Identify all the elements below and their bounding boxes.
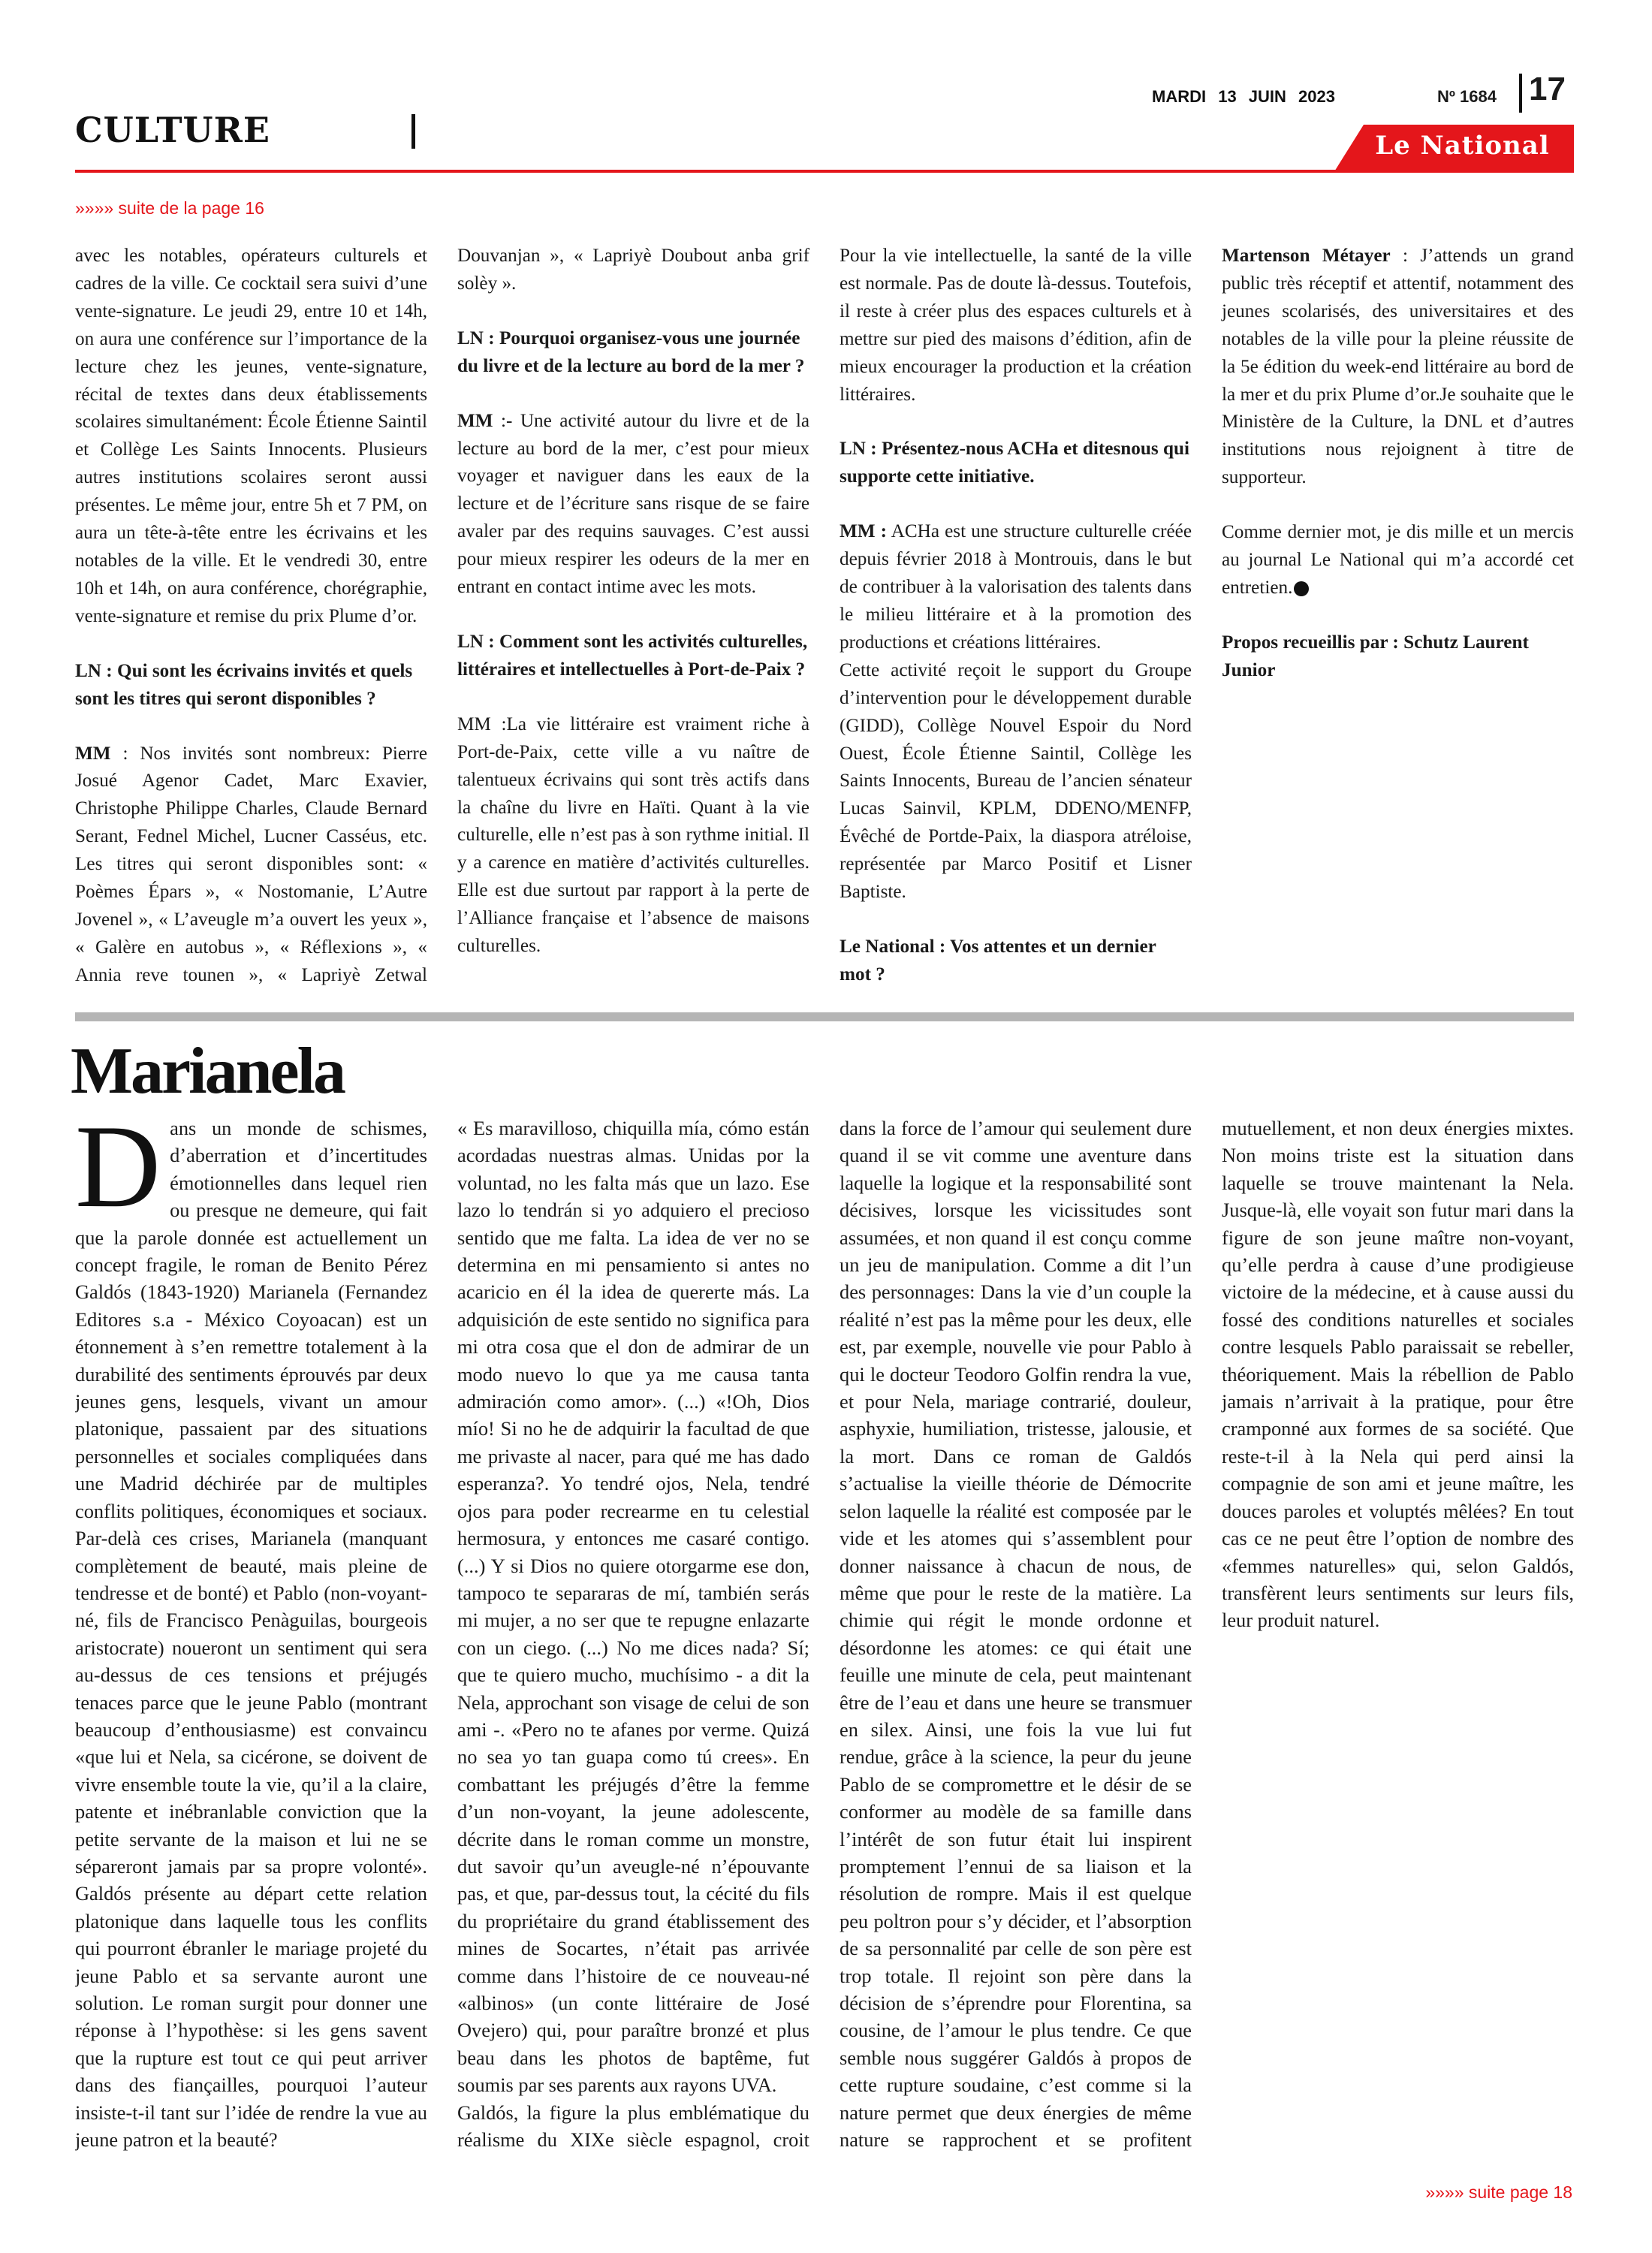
speaker-label: Martenson Métayer	[1222, 246, 1391, 266]
drop-cap: D	[75, 1114, 161, 1232]
interview-answer: Pour la vie intellectuelle, la santé de la ville est normale. Pas de doute là-dessus. Toutefois, il reste à créer plus des espaces culturels et à mettre sur pied des maisons d’édition, afin de mieux encourager la production et la création littéraires.	[840, 246, 1192, 405]
masthead: Le National	[1375, 131, 1550, 161]
interview-question: Le National : Vos attentes et un dernier mot ?	[840, 936, 1156, 985]
closing-text: Comme dernier mot, je dis mille et un mercis au journal Le National qui m’a accordé cet entretien.	[1222, 522, 1574, 598]
continued-from: »»»» suite de la page 16	[75, 198, 264, 218]
interview-question: LN : Comment sont les activités culturelles, littéraires et intellectuelles à Port-de-Paix ?	[457, 631, 808, 680]
page-number: 17	[1529, 71, 1566, 107]
speaker-label: MM	[75, 743, 111, 764]
section-divider	[411, 114, 415, 149]
article-paragraph: Galdós, la figure la plus emblématique du réalisme du XIXe siècle espagnol, croit dans la force de l’amour qui seulement dure quand il se vit comme une aventure dans laquelle la logique et la responsabilité sont décisives, lorsque les vicissitudes sont assumées, et non quand il est conçu comme un jeu de manipulation. Comme a dit l’un des personnages: Dans la vie d’un couple la réalité n’est pas la même pour les deux, elle est, par exemple, nouvelle vie pour Pablo à qui le docteur Teodoro Golfin rendra la vue, et pour Nela, mariage contrarié, douleur, asphyxie, humiliation, tristesse, jalousie, et la mort. Dans ce roman de Galdós s’actualise la vieille théorie de Démocrite selon laquelle la réalité est composée par le vide et les atomes qui s’assemblent pour donner naissance à chacun de nous, de même que pour le reste de la matière. La chimie qui régit le monde ordonne et désordonne les atomes: ce qui était une feuille une minute de cela, peut maintenant être de l’eau et dans une heure se transmuer en silex. Ainsi, une fois la vue lui fut rendue, grâce à la science, la peur du jeune Pablo de se compromettre et le désir de se conformer au modèle de sa famille dans l’intérêt de son futur était lui inspirent promptement l’ennui de sa liaison et la résolution de rompre. Mais il est quelque peu poltron pour s’y décider, et l’absorption de sa personnalité par celle de son père est trop totale. Il rejoint son père dans la décision de s’éprendre pour Florentina, sa cousine, de l’amour le plus tendre. Ce que semble nous suggérer Galdós à propos de cette rupture soudaine, c’est comme si la nature permet que deux énergies de même nature se rapprochent et se profitent mutuellement, et non deux énergies mixtes. Non moins triste est la situation dans laquelle se trouve maintenant la Nela. Jusque-là, elle voyait son futur mari dans la figure de son jeune maître non-voyant, qu’elle perdra à cause d’une prodigieuse victoire de la médecine, et à cause aussi du fossé des conditions naturelles et sociales contre lesquels Pablo paraissait se rebeller, théoriquement. Mais la rébellion de Pablo jamais n’arrivait à la pratique, pour être cramponné aux formes de sa société. Que reste-t-il à la Nela qui perd ainsi la compagnie de son ami et jeune maître, les douces paroles et voluptés mêlées? En tout cas ce ne peut être l’option de nombre des «femmes naturelles» qui, selon Galdós, transfèrent leurs sentiments sur leurs fils, leur produit naturel.	[457, 1117, 1574, 2152]
speaker-label: MM	[457, 410, 493, 431]
interview-answer	[840, 518, 1192, 657]
end-mark-icon	[1294, 581, 1309, 596]
interview-answer	[1222, 243, 1574, 492]
interview-answer: Cette activité reçoit le support du Groupe d’intervention pour le développement durable (GIDD), Collège Nouvel Espoir du Nord Ouest, École Étienne Saintil, Collège les Saints Innocents, Bureau de l’ancien sénateur Lucas Sainvil, KPLM, DDENO/MENFP, Évêché de Portde-Paix, la diaspora atréloise, représentée par Marco Positif et Lisner Baptiste.	[840, 659, 1192, 903]
article-text: ans un monde de schismes, d’aberration et d’incertitudes émotionnelles dans lequel rien ou presque ne demeure, qui fait que la parole donnée est actuellement un concept fragile, le roman de Benito Pérez Galdós (1843-1920) Marianela (Fernandez Editores s.a - México Coyoacan) est un étonnement à s’en remettre totalement à la durabilité des sentiments éprouvés par deux jeunes gens, lesquels, vivant un amour platonique, passaient par des situations personnelles et sociales compliquées dans une Madrid déchirée par de multiples conflits politiques, économiques et sociaux. Par-delà ces crises, Marianela (manquant complètement de beauté, mais pleine de tendresse et de bonté) et Pablo (non-voyant-né, fils de Francisco Penàguilas, bourgeois aristocrate) noueront un sentiment qui sera au-dessus de ces tensions et préjugés tenaces parce que le jeune Pablo (montrant beaucoup d’enthousiasme) est convaincu «que lui et Nela, sa cicérone, se doivent de vivre ensemble toute la vie, qu’il a la claire, patente et inébranlable conviction que la petite servante de la maison et lui ne se sépareront jamais par sa propre volonté». Galdós présente au départ cette relation platonique dans laquelle tous les conflits qui pourront ébranler le mariage projeté du jeune Pablo et sa servante auront une solution. Le roman surgit pour donner une réponse à l’hypothèse: si les gens savent que la rupture est tout ce qui peut arriver dans des fiançailles, pourquoi l’auteur insiste-t-il tant sur l’idée de rendre la vue au jeune patron et la beauté?	[75, 1117, 427, 2152]
interview-paragraph: avec les notables, opérateurs culturels et cadres de la ville. Ce cocktail sera suivi d’une vente-signature. Le jeudi 29, entre 10 et 14h, on aura une conférence sur l’importance de la lecture chez les jeunes, vente-signature, récital de textes dans deux établissements scolaires simultanément: École Étienne Saintil et Collège Les Saints Innocents. Plusieurs autres institutions scolaires seront aussi présentes. Le même jour, entre 5h et 7 PM, on aura un tête-à-tête entre les écrivains et les notables de la ville. Et le vendredi 30, entre 10h et 14h, on aura conférence, chorégraphie, vente-signature et remise du prix Plume d’or.	[75, 246, 427, 626]
interview-answer: MM :La vie littéraire est vraiment riche à Port-de-Paix, cette ville a vu naître de talentueux écrivains qui sont très actifs dans la chaîne du livre en Haïti. Quant à la vie culturelle, elle n’est pas à son rythme initial. Il y a carence en matière d’activités culturelles. Elle est due surtout par rapport à la perte de l’Alliance française et l’absence de maisons culturelles.	[457, 713, 809, 957]
answer-text: ACHa est une structure culturelle créée depuis février 2018 à Montrouis, dans le but de contribuer à la valorisation des talents dans le milieu littéraire et à la promotion des productions et créations littéraires.	[840, 521, 1192, 653]
interview-closing	[1222, 519, 1574, 602]
article-paragraph: « Es maravilloso, chiquilla mía, cómo están acordadas nuestras almas. Unidas por la voluntad, no les falta más que un lazo. Ese lazo lo tendrán si yo adquiero el precioso sentido que me falta. La idea de ver no se determina en mi pensamiento si antes no acaricio en él la idea de quererte más. La adquisición de este sentido no significa para mi otra cosa que el don de admirar de un modo nuevo lo que ya me causa tanta admiración como amor». (...) «!Oh, Dios mío! Si no he de adquirir la facultad de que me privaste al nacer, para qué me has dado esperanza?. Yo tendré ojos, Nela, tendré ojos para poder recrearme en tu celestial hermosura, y entonces me casaré contigo. (...) Y si Dios no quiere otorgarme ese don, tampoco te separaras de mí, también serás mi mujer, a no ser que te repugne enlazarte con un ciego. (...) No me dices nada? Sí; que te quiero mucho, muchísimo - a dit la Nela, approchant son visage de celui de son ami -. «Pero no te afanes por verme. Quizá no sea yo tan guapa como tú crees». En combattant les préjugés d’être la femme d’un non-voyant, la jeune adolescente, décrite dans le roman comme un monstre, dut savoir qu’un aveugle-né n’épouvante pas, et que, par-dessus tout, la cécité du fils du propriétaire du grand établissement des mines de Socartes, n’était pas arrivée comme dans l’histoire de ce nouveau-né «albinos» (un conte littéraire de José Ovejero) qui, pour paraître bronzé et plus beau dans les photos de baptême, fut soumis par ses parents aux rayons UVA.	[457, 1117, 809, 2097]
article-separator	[75, 1012, 1574, 1021]
dateline: MARDI 13 JUIN 2023	[1152, 87, 1335, 106]
interview-question: LN : Qui sont les écrivains invités et quels sont les titres qui seront disponibles ?	[75, 660, 413, 709]
continued-to[interactable]: »»»» suite page 18	[1425, 2182, 1572, 2202]
issue-number: Nº 1684	[1437, 87, 1497, 106]
interview-question: LN : Présentez-nous ACHa et ditesnous qui supporte cette initiative.	[840, 439, 1189, 487]
answer-text: :- Une activité autour du livre et de la lecture au bord de la mer, c’est pour mieux voyager et naviguer dans les eaux de la lecture et de l’écriture sans risque de se faire avaler par des requins sauvages. C’est aussi pour mieux respirer les odeurs de la mer en entrant en contact intime avec les mots.	[457, 410, 809, 598]
interview-body	[75, 243, 1574, 1001]
page-number-divider	[1519, 74, 1522, 113]
interview-question: LN : Pourquoi organisez-vous une journée du livre et de la lecture au bord de la mer ?	[457, 327, 805, 376]
article-headline: Marianela	[71, 1035, 345, 1108]
answer-text: : Nos invités sont nombreux: Pierre Josué Agenor Cadet, Marc Exavier, Christophe Philippe Charles, Claude Bernard Serant, Fednel Michel, Lucner Casséus, etc. Les titres qui seront disponibles sont: « Poèmes Épars », « Nostomanie, L’Autre Jovenel », « L’aveugle m’a ouvert les yeux », « Galère en autobus », « Réflexions », « Annia reve tounen », « Lapriyè Zetwal Douvanjan », « Lapriyè Doubout anba grif solèy ».	[75, 246, 809, 985]
section-name: CULTURE	[75, 110, 270, 150]
article-body	[75, 1114, 1574, 2158]
interview-answer	[457, 408, 809, 602]
article-paragraph	[75, 1114, 427, 2153]
speaker-label: MM :	[840, 521, 887, 542]
interview-credit: Propos recueillis par : Schutz Laurent Junior	[1222, 632, 1529, 680]
answer-text: : J’attends un grand public très réceptif et attentif, notamment des jeunes scolarisés, des universitaires et des notables de la ville pour la pleine réussite de la 5e édition du week-end littéraire au bord de la mer et du prix Plume d’or.Je souhaite que le Ministère de la Culture, la DNL et d’autres institutions nous rejoignent à titre de supporteur.	[1222, 246, 1574, 488]
header-rule	[75, 170, 1349, 173]
